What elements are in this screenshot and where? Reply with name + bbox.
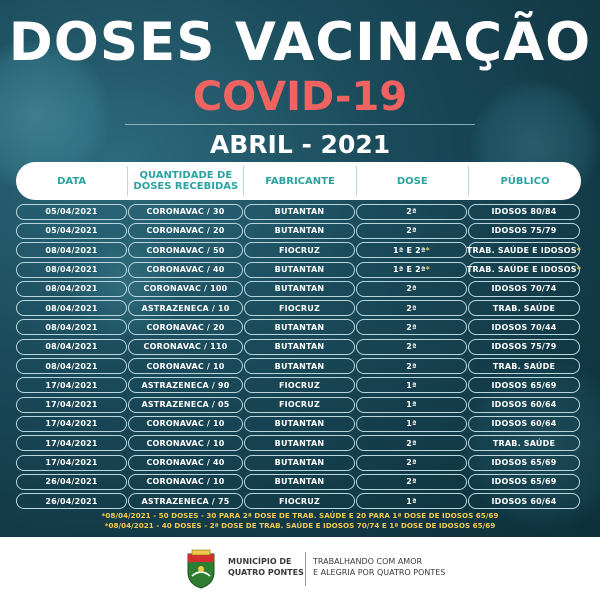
footnote: *08/04/2021 - 50 DOSES - 30 PARA 2ª DOSE DE TRAB. SAÚDE E 20 PARA 1ª DOSE DE IDOSOS 65/69 <box>101 511 499 520</box>
header-quantity: QUANTIDADE DE DOSES RECEBIDAS <box>133 170 239 192</box>
cell-date: 26/04/2021 <box>16 493 127 509</box>
cell-date: 08/04/2021 <box>16 262 127 278</box>
month-label: ABRIL - 2021 <box>209 130 391 159</box>
cell-quantity: CORONAVAC / 10 <box>128 416 243 432</box>
cell-quantity: CORONAVAC / 50 <box>128 242 243 258</box>
table-header <box>16 162 581 200</box>
cell-dose: 2ª <box>356 435 467 451</box>
cell-date: 26/04/2021 <box>16 474 127 490</box>
cell-manufacturer: BUTANTAN <box>244 281 355 297</box>
table-row <box>16 221 581 240</box>
cell-manufacturer: BUTANTAN <box>244 262 355 278</box>
cell-manufacturer: FIOCRUZ <box>244 493 355 509</box>
table-row <box>16 279 581 298</box>
cell-date: 08/04/2021 <box>16 339 127 355</box>
cell-date: 17/04/2021 <box>16 455 127 471</box>
municipality-name: MUNICÍPIO DE QUATRO PONTES <box>228 557 304 577</box>
cell-public: IDOSOS 60/64 <box>468 493 580 509</box>
cell-quantity: CORONAVAC / 10 <box>128 358 243 374</box>
cell-quantity: CORONAVAC / 10 <box>128 474 243 490</box>
cell-quantity: ASTRAZENECA / 10 <box>128 300 243 316</box>
footer-divider <box>305 552 306 586</box>
cell-manufacturer: FIOCRUZ <box>244 300 355 316</box>
cell-public: IDOSOS 70/74 <box>468 281 580 297</box>
cell-dose: 2ª <box>356 455 467 471</box>
table-row <box>16 491 581 510</box>
cell-date: 08/04/2021 <box>16 300 127 316</box>
cell-manufacturer: FIOCRUZ <box>244 397 355 413</box>
cell-quantity: CORONAVAC / 20 <box>128 223 243 239</box>
slogan: TRABALHANDO COM AMOR E ALEGRIA POR QUATRO PONTES <box>313 557 446 577</box>
page-title: DOSES VACINAÇÃO <box>8 12 592 73</box>
cell-quantity: CORONAVAC / 40 <box>128 455 243 471</box>
cell-quantity: CORONAVAC / 20 <box>128 319 243 335</box>
cell-manufacturer: BUTANTAN <box>244 416 355 432</box>
table-row <box>16 298 581 317</box>
table-body <box>16 202 581 511</box>
cell-public: IDOSOS 60/64 <box>468 416 580 432</box>
cell-public: IDOSOS 65/69 <box>468 455 580 471</box>
cell-date: 08/04/2021 <box>16 242 127 258</box>
cell-public: IDOSOS 65/69 <box>468 474 580 490</box>
cell-public: TRAB. SAÚDE <box>468 435 580 451</box>
table-row <box>16 356 581 375</box>
cell-public: IDOSOS 75/79 <box>468 339 580 355</box>
cell-quantity: CORONAVAC / 30 <box>128 204 243 220</box>
footnote: *08/04/2021 - 40 DOSES - 2ª DOSE DE TRAB. SAÚDE E IDOSOS 70/74 E 1ª DOSE DE IDOSOS 65/69 <box>104 521 496 530</box>
table-row <box>16 318 581 337</box>
cell-dose: 2ª <box>356 358 467 374</box>
cell-dose: 2ª <box>356 204 467 220</box>
cell-public: IDOSOS 60/64 <box>468 397 580 413</box>
cell-dose: 1ª E 2ª * <box>356 262 467 278</box>
cell-manufacturer: BUTANTAN <box>244 319 355 335</box>
cell-manufacturer: BUTANTAN <box>244 223 355 239</box>
cell-dose: 1ª <box>356 493 467 509</box>
cell-manufacturer: BUTANTAN <box>244 204 355 220</box>
cell-date: 08/04/2021 <box>16 319 127 335</box>
cell-manufacturer: BUTANTAN <box>244 455 355 471</box>
header-date: DATA <box>57 175 87 187</box>
cell-dose: 1ª <box>356 416 467 432</box>
cell-public: IDOSOS 70/44 <box>468 319 580 335</box>
cell-public: TRAB. SAÚDE <box>468 358 580 374</box>
cell-manufacturer: BUTANTAN <box>244 339 355 355</box>
cell-dose: 2ª <box>356 474 467 490</box>
cell-date: 08/04/2021 <box>16 281 127 297</box>
table-row <box>16 376 581 395</box>
cell-public: TRAB. SAÚDE E IDOSOS * <box>468 262 580 278</box>
cell-quantity: ASTRAZENECA / 05 <box>128 397 243 413</box>
table-row <box>16 260 581 279</box>
table-row <box>16 414 581 433</box>
table-row <box>16 241 581 260</box>
cell-date: 05/04/2021 <box>16 204 127 220</box>
footnote-marker: * <box>576 245 582 255</box>
cell-date: 17/04/2021 <box>16 435 127 451</box>
municipal-crest-icon <box>184 548 218 590</box>
cell-quantity: CORONAVAC / 10 <box>128 435 243 451</box>
cell-manufacturer: BUTANTAN <box>244 435 355 451</box>
table-row <box>16 472 581 491</box>
cell-date: 08/04/2021 <box>16 358 127 374</box>
cell-public: IDOSOS 65/69 <box>468 377 580 393</box>
cell-quantity: CORONAVAC / 110 <box>128 339 243 355</box>
table-row <box>16 337 581 356</box>
table-row <box>16 202 581 221</box>
cell-public: TRAB. SAÚDE <box>468 300 580 316</box>
title-divider <box>125 124 475 125</box>
cell-public: IDOSOS 80/84 <box>468 204 580 220</box>
table-row <box>16 434 581 453</box>
cell-date: 05/04/2021 <box>16 223 127 239</box>
cell-manufacturer: BUTANTAN <box>244 474 355 490</box>
footnotes <box>0 511 600 531</box>
cell-dose: 2ª <box>356 223 467 239</box>
table-row <box>16 395 581 414</box>
cell-dose: 2ª <box>356 319 467 335</box>
header-public: PÚBLICO <box>500 175 550 187</box>
cell-dose: 1ª <box>356 397 467 413</box>
footnote-marker: * <box>425 265 430 275</box>
cell-quantity: ASTRAZENECA / 75 <box>128 493 243 509</box>
header-manufacturer: FABRICANTE <box>265 175 335 187</box>
cell-date: 17/04/2021 <box>16 416 127 432</box>
cell-quantity: CORONAVAC / 40 <box>128 262 243 278</box>
cell-dose: 2ª <box>356 339 467 355</box>
cell-dose: 1ª <box>356 377 467 393</box>
cell-dose: 2ª <box>356 281 467 297</box>
cell-quantity: ASTRAZENECA / 90 <box>128 377 243 393</box>
cell-date: 17/04/2021 <box>16 397 127 413</box>
cell-dose: 2ª <box>356 300 467 316</box>
cell-manufacturer: FIOCRUZ <box>244 242 355 258</box>
cell-dose: 1ª E 2ª * <box>356 242 467 258</box>
footnote-marker: * <box>576 265 582 275</box>
cell-quantity: CORONAVAC / 100 <box>128 281 243 297</box>
cell-date: 17/04/2021 <box>16 377 127 393</box>
header-dose: DOSE <box>396 175 428 187</box>
footnote-marker: * <box>425 245 430 255</box>
cell-manufacturer: BUTANTAN <box>244 358 355 374</box>
page-subtitle: COVID-19 <box>192 74 408 120</box>
table-row <box>16 453 581 472</box>
cell-manufacturer: FIOCRUZ <box>244 377 355 393</box>
cell-public: IDOSOS 75/79 <box>468 223 580 239</box>
cell-public: TRAB. SAÚDE E IDOSOS * <box>468 242 580 258</box>
